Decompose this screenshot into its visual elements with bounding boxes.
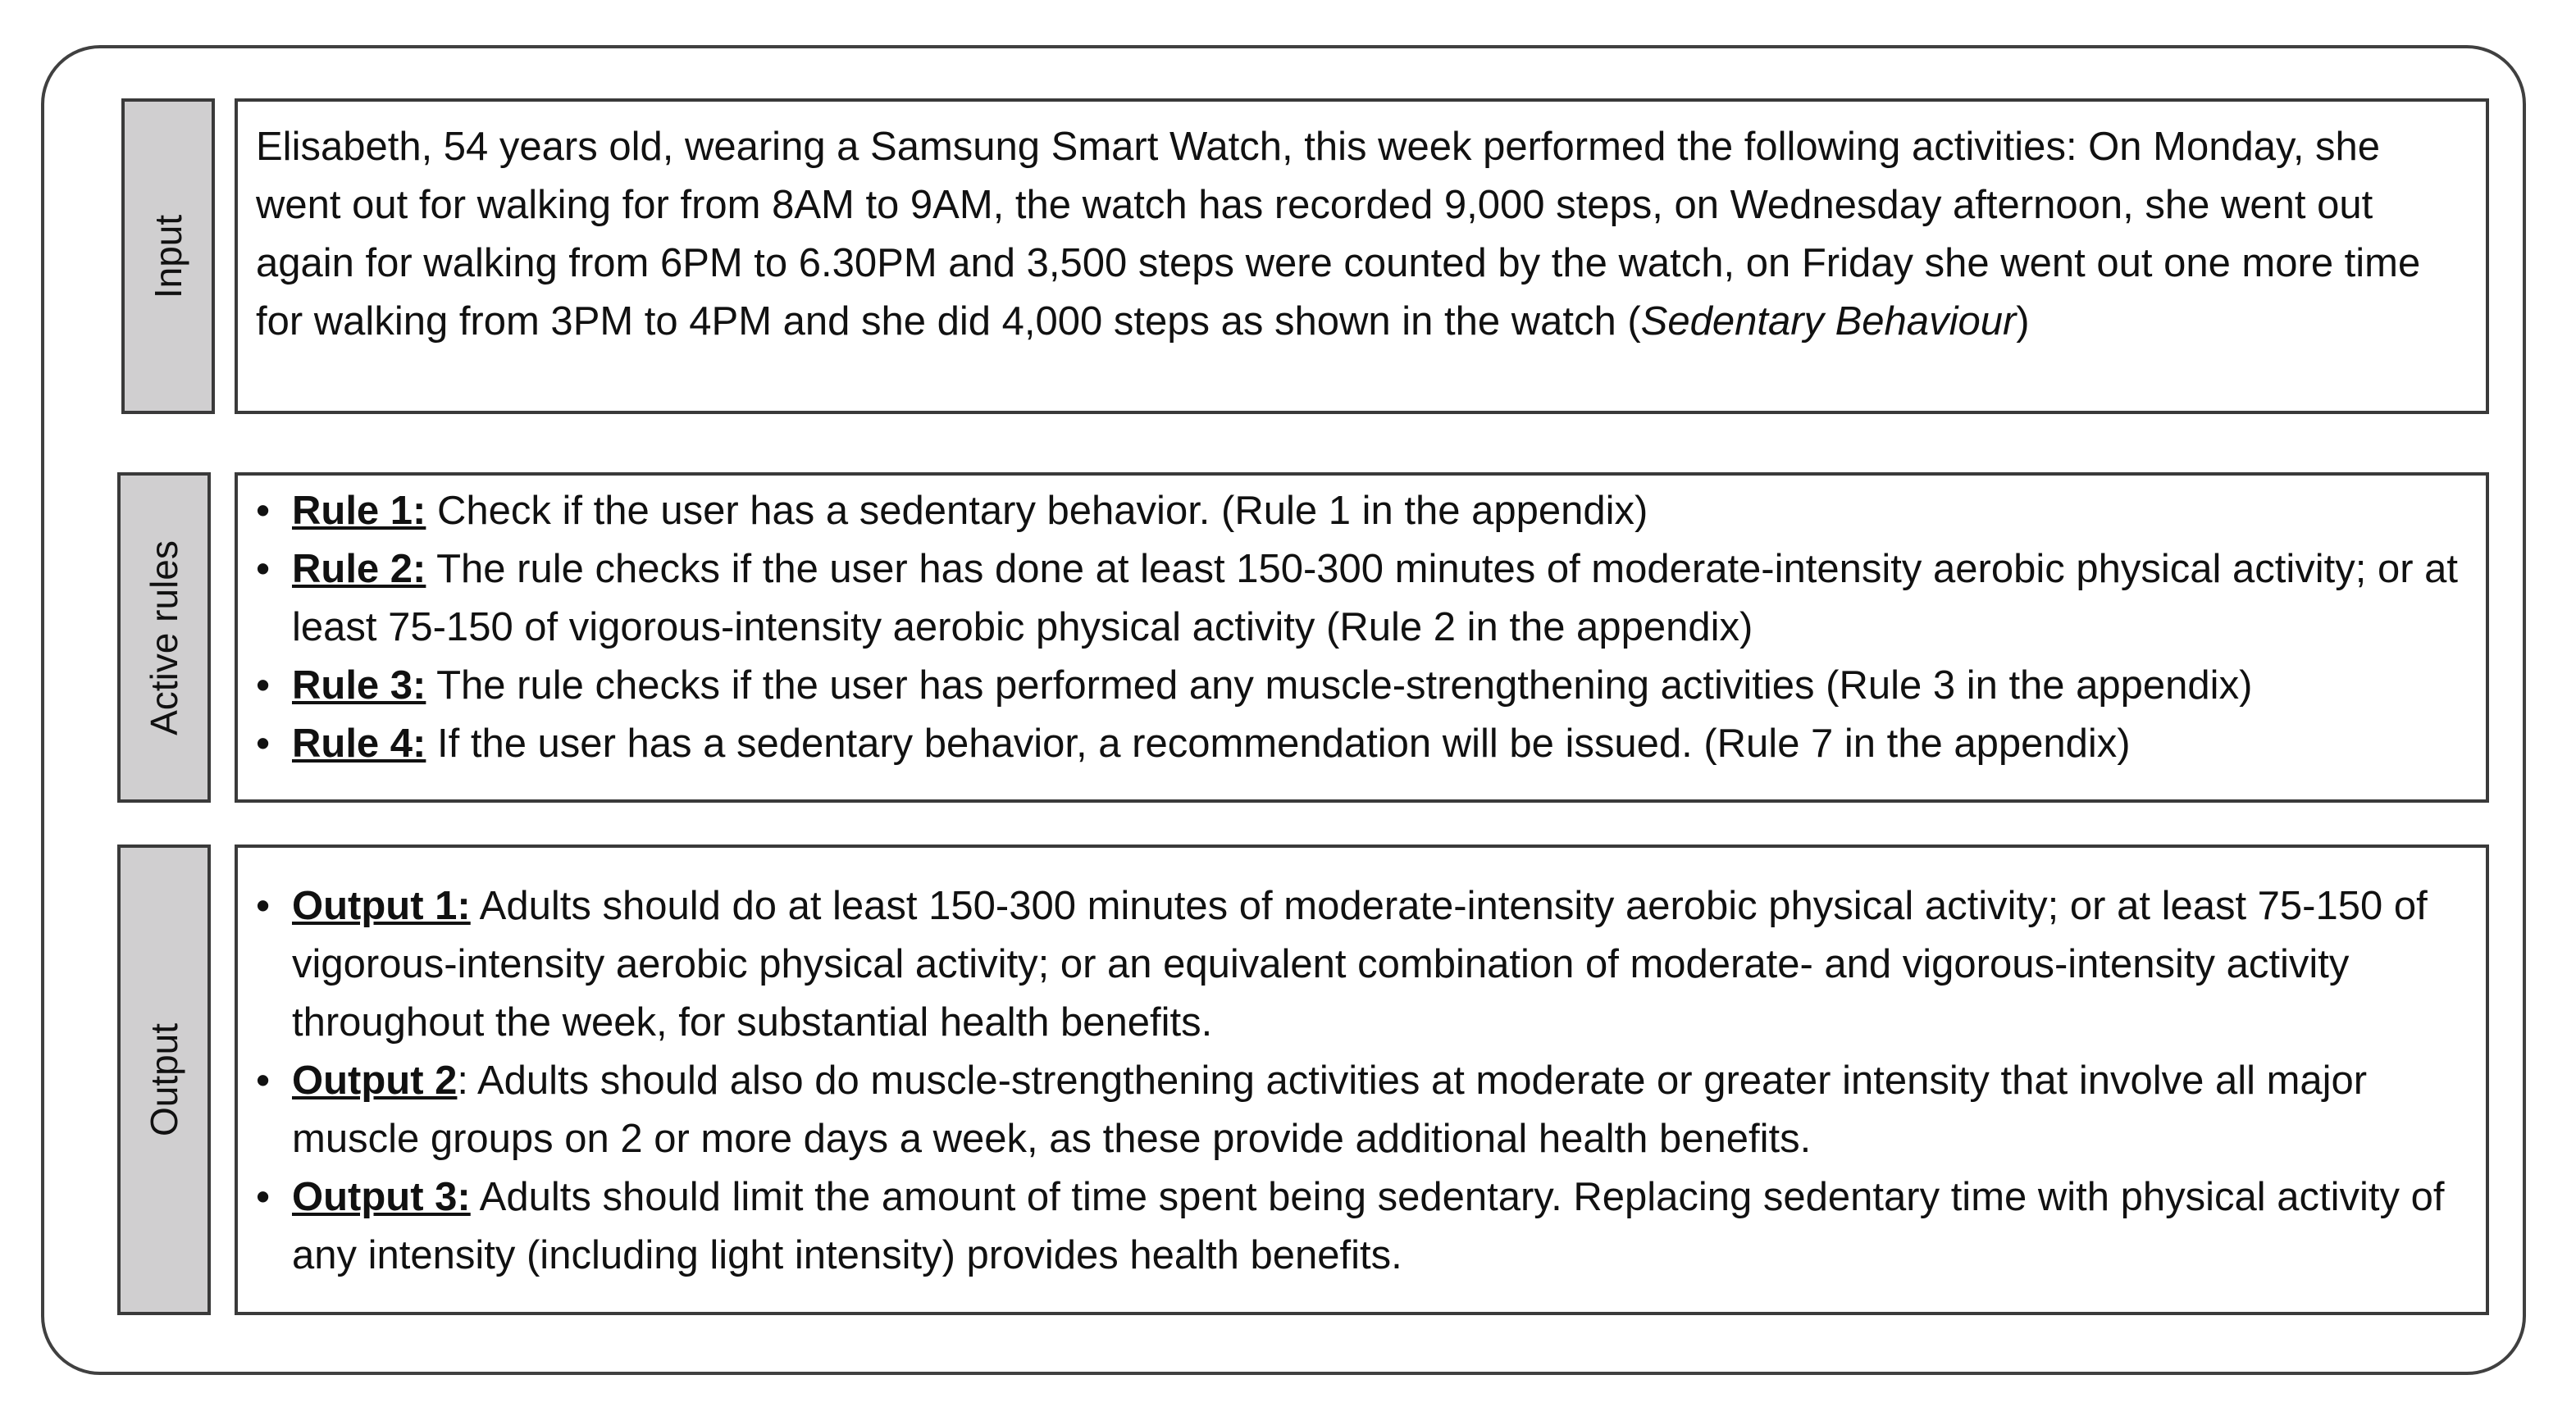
output-item [256,1168,2471,1285]
rules-box [235,472,2489,803]
rule-label: Rule 2: [292,547,426,591]
rule-text: The rule checks if the user has performed any muscle-strengthening activities (Rule 3 in the appendix) [426,663,2253,708]
rule-text: If the user has a sedentary behavior, a recommendation will be issued. (Rule 7 in the appendix) [426,722,2131,766]
output-box [235,845,2489,1315]
input-description: Elisabeth, 54 years old, wearing a Samsung Smart Watch, this week performed the following activities: On Monday, she went out for walking for from 8AM to 9AM, the watch has recorded 9,000 steps, on Wednesday afternoon, she went out again for walking from 6PM to 6.30PM and 3,500 steps were counted by the watch, on Friday she went out one more time for walking from 3PM to 4PM and she did 4,000 steps as shown in the watch ( [256,125,2421,344]
output-label-text: Output [143,1022,185,1137]
output-item-label: Output 2 [292,1059,458,1103]
rule-item [256,482,2471,540]
rule-label: Rule 1: [292,489,426,533]
output-label [117,845,211,1315]
output-item-text: : Adults should also do muscle-strengthening activities at moderate or greater intensity that involve all major muscle groups on 2 or more days a week, as these provide additional health benefits. [292,1059,2368,1161]
output-item-label: Output 3: [292,1175,471,1219]
input-closing: ) [2016,299,2030,344]
input-label-text: Input [147,214,189,298]
rule-item [256,540,2471,657]
output-item-label: Output 1: [292,884,471,928]
rules-list [256,482,2471,773]
output-item [256,1052,2471,1168]
input-emphasis: Sedentary Behaviour [1640,299,2017,344]
rule-item [256,657,2471,715]
rules-label-text: Active rules [143,539,185,735]
output-item-text: Adults should do at least 150-300 minutes of moderate-intensity aerobic physical activity; or at least 75-150 of vigorous-intensity aerobic physical activity; or an equivalent combination of moderate- and vigorous-intensity activity throughout the week, for substantial health benefits. [292,884,2428,1045]
output-item [256,877,2471,1052]
rule-text: The rule checks if the user has done at least 150-300 minutes of moderate-intensity aerobic physical activity; or at least 75-150 of vigorous-intensity aerobic physical activity (Rule 2 in the appendix) [292,547,2458,649]
input-label [121,98,215,414]
rule-text: Check if the user has a sedentary behavior. (Rule 1 in the appendix) [426,489,1648,533]
rule-label: Rule 3: [292,663,426,708]
output-list [256,877,2471,1285]
rule-item [256,715,2471,773]
rule-label: Rule 4: [292,722,426,766]
input-box [235,98,2489,414]
output-item-text: Adults should limit the amount of time spent being sedentary. Replacing sedentary time with physical activity of any intensity (including light intensity) provides health benefits. [292,1175,2445,1277]
rules-label [117,472,211,803]
